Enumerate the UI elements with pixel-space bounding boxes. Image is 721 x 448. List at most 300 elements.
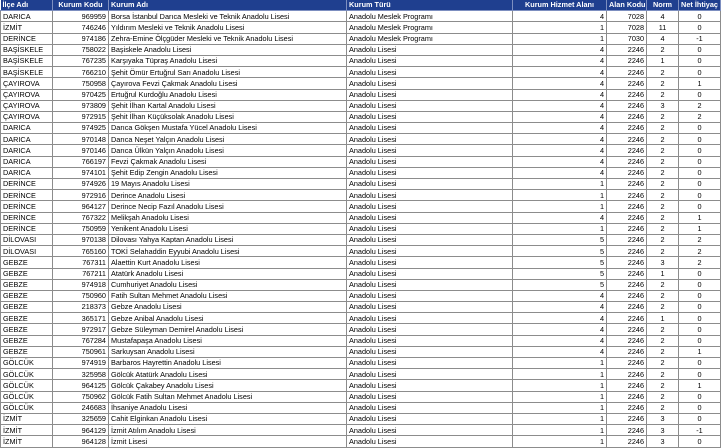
field-code-cell[interactable]: 2246 — [607, 436, 647, 447]
institution-code-cell[interactable]: 974925 — [53, 123, 109, 134]
institution-type-cell[interactable]: Anadolu Lisesi — [347, 111, 513, 122]
service-area-cell[interactable]: 5 — [513, 279, 607, 290]
institution-code-cell[interactable]: 970148 — [53, 134, 109, 145]
district-cell[interactable]: ÇAYIROVA — [1, 89, 53, 100]
institution-type-cell[interactable]: Anadolu Lisesi — [347, 380, 513, 391]
district-cell[interactable]: İZMİT — [1, 436, 53, 447]
field-code-cell[interactable]: 2246 — [607, 145, 647, 156]
institution-type-cell[interactable]: Anadolu Lisesi — [347, 123, 513, 134]
service-area-cell[interactable]: 4 — [513, 302, 607, 313]
institution-code-cell[interactable]: 974926 — [53, 179, 109, 190]
institution-code-cell[interactable]: 218373 — [53, 302, 109, 313]
field-code-cell[interactable]: 2246 — [607, 279, 647, 290]
field-code-cell[interactable]: 7028 — [607, 11, 647, 22]
institution-type-cell[interactable]: Anadolu Lisesi — [347, 201, 513, 212]
field-code-cell[interactable]: 2246 — [607, 358, 647, 369]
institution-type-cell[interactable]: Anadolu Lisesi — [347, 279, 513, 290]
institution-name-cell[interactable]: Derince Anadolu Lisesi — [109, 190, 347, 201]
column-header-field-code[interactable]: Alan Kodu — [607, 0, 647, 11]
net-need-cell[interactable]: 0 — [679, 89, 721, 100]
net-need-cell[interactable]: 0 — [679, 436, 721, 447]
institution-code-cell[interactable]: 750959 — [53, 223, 109, 234]
district-cell[interactable]: GEBZE — [1, 324, 53, 335]
district-cell[interactable]: İZMİT — [1, 22, 53, 33]
norm-cell[interactable]: 2 — [647, 302, 679, 313]
field-code-cell[interactable]: 2246 — [607, 55, 647, 66]
norm-cell[interactable]: 1 — [647, 268, 679, 279]
institution-name-cell[interactable]: Darıca Neşet Yalçın Anadolu Lisesi — [109, 134, 347, 145]
institution-type-cell[interactable]: Anadolu Lisesi — [347, 335, 513, 346]
field-code-cell[interactable]: 2246 — [607, 78, 647, 89]
institution-code-cell[interactable]: 964128 — [53, 436, 109, 447]
net-need-cell[interactable]: 0 — [679, 369, 721, 380]
net-need-cell[interactable]: 0 — [679, 324, 721, 335]
institution-code-cell[interactable]: 766197 — [53, 156, 109, 167]
net-need-cell[interactable]: 0 — [679, 145, 721, 156]
institution-name-cell[interactable]: TOKİ Selahaddin Eyyubi Anadolu Lisesi — [109, 246, 347, 257]
institution-code-cell[interactable]: 766210 — [53, 67, 109, 78]
institution-code-cell[interactable]: 767235 — [53, 55, 109, 66]
institution-type-cell[interactable]: Anadolu Meslek Programı — [347, 22, 513, 33]
institution-code-cell[interactable]: 767322 — [53, 212, 109, 223]
institution-code-cell[interactable]: 964125 — [53, 380, 109, 391]
institution-name-cell[interactable]: Gölcük Atatürk Anadolu Lisesi — [109, 369, 347, 380]
institution-type-cell[interactable]: Anadolu Lisesi — [347, 167, 513, 178]
field-code-cell[interactable]: 2246 — [607, 179, 647, 190]
service-area-cell[interactable]: 4 — [513, 11, 607, 22]
norm-cell[interactable]: 2 — [647, 391, 679, 402]
service-area-cell[interactable]: 1 — [513, 413, 607, 424]
net-need-cell[interactable]: 1 — [679, 78, 721, 89]
service-area-cell[interactable]: 4 — [513, 145, 607, 156]
district-cell[interactable]: GÖLCÜK — [1, 402, 53, 413]
district-cell[interactable]: İZMİT — [1, 425, 53, 436]
service-area-cell[interactable]: 4 — [513, 313, 607, 324]
service-area-cell[interactable]: 4 — [513, 44, 607, 55]
institution-name-cell[interactable]: Şehit İlhan Kartal Anadolu Lisesi — [109, 100, 347, 111]
service-area-cell[interactable]: 4 — [513, 111, 607, 122]
net-need-cell[interactable]: 2 — [679, 246, 721, 257]
field-code-cell[interactable]: 2246 — [607, 246, 647, 257]
field-code-cell[interactable]: 2246 — [607, 44, 647, 55]
net-need-cell[interactable]: 0 — [679, 302, 721, 313]
district-cell[interactable]: BAŞİSKELE — [1, 55, 53, 66]
district-cell[interactable]: İZMİT — [1, 413, 53, 424]
net-need-cell[interactable]: 0 — [679, 134, 721, 145]
net-need-cell[interactable]: 0 — [679, 391, 721, 402]
institution-name-cell[interactable]: 19 Mayıs Anadolu Lisesi — [109, 179, 347, 190]
institution-code-cell[interactable]: 970138 — [53, 234, 109, 245]
institution-name-cell[interactable]: Gölcük Çakabey Anadolu Lisesi — [109, 380, 347, 391]
norm-cell[interactable]: 2 — [647, 279, 679, 290]
field-code-cell[interactable]: 2246 — [607, 67, 647, 78]
norm-cell[interactable]: 2 — [647, 179, 679, 190]
district-cell[interactable]: DARICA — [1, 134, 53, 145]
field-code-cell[interactable]: 2246 — [607, 425, 647, 436]
district-cell[interactable]: GEBZE — [1, 279, 53, 290]
net-need-cell[interactable]: 0 — [679, 190, 721, 201]
service-area-cell[interactable]: 4 — [513, 123, 607, 134]
institution-code-cell[interactable]: 972915 — [53, 111, 109, 122]
net-need-cell[interactable]: 1 — [679, 346, 721, 357]
institution-code-cell[interactable]: 974186 — [53, 33, 109, 44]
institution-name-cell[interactable]: Fevzi Çakmak Anadolu Lisesi — [109, 156, 347, 167]
service-area-cell[interactable]: 1 — [513, 436, 607, 447]
field-code-cell[interactable]: 2246 — [607, 89, 647, 100]
field-code-cell[interactable]: 2246 — [607, 167, 647, 178]
institution-name-cell[interactable]: Zehra-Emine Ölçgüder Mesleki ve Teknik Anadolu Lisesi — [109, 33, 347, 44]
institution-name-cell[interactable]: Fatih Sultan Mehmet Anadolu Lisesi — [109, 290, 347, 301]
net-need-cell[interactable]: 0 — [679, 290, 721, 301]
net-need-cell[interactable]: -1 — [679, 425, 721, 436]
net-need-cell[interactable]: 0 — [679, 268, 721, 279]
norm-cell[interactable]: 4 — [647, 11, 679, 22]
norm-cell[interactable]: 2 — [647, 134, 679, 145]
norm-cell[interactable]: 2 — [647, 358, 679, 369]
institution-code-cell[interactable]: 970425 — [53, 89, 109, 100]
norm-cell[interactable]: 2 — [647, 123, 679, 134]
service-area-cell[interactable]: 1 — [513, 179, 607, 190]
field-code-cell[interactable]: 2246 — [607, 234, 647, 245]
service-area-cell[interactable]: 4 — [513, 100, 607, 111]
district-cell[interactable]: DERİNCE — [1, 179, 53, 190]
norm-cell[interactable]: 3 — [647, 100, 679, 111]
institution-name-cell[interactable]: Mustafapaşa Anadolu Lisesi — [109, 335, 347, 346]
institution-code-cell[interactable]: 746246 — [53, 22, 109, 33]
net-need-cell[interactable]: 0 — [679, 123, 721, 134]
net-need-cell[interactable]: 2 — [679, 234, 721, 245]
institution-name-cell[interactable]: Şehit Edip Zengin Anadolu Lisesi — [109, 167, 347, 178]
service-area-cell[interactable]: 1 — [513, 223, 607, 234]
norm-cell[interactable]: 3 — [647, 257, 679, 268]
net-need-cell[interactable]: 2 — [679, 111, 721, 122]
institution-name-cell[interactable]: Derince Necip Fazıl Anadolu Lisesi — [109, 201, 347, 212]
service-area-cell[interactable]: 4 — [513, 335, 607, 346]
service-area-cell[interactable]: 4 — [513, 324, 607, 335]
district-cell[interactable]: ÇAYIROVA — [1, 78, 53, 89]
column-header-district[interactable]: İlçe Adı — [1, 0, 53, 11]
service-area-cell[interactable]: 4 — [513, 346, 607, 357]
service-area-cell[interactable]: 1 — [513, 33, 607, 44]
institution-code-cell[interactable]: 972917 — [53, 324, 109, 335]
institution-code-cell[interactable]: 767284 — [53, 335, 109, 346]
norm-cell[interactable]: 2 — [647, 212, 679, 223]
norm-cell[interactable]: 2 — [647, 234, 679, 245]
institution-code-cell[interactable]: 325659 — [53, 413, 109, 424]
service-area-cell[interactable]: 1 — [513, 391, 607, 402]
norm-cell[interactable]: 2 — [647, 201, 679, 212]
column-header-institution-type[interactable]: Kurum Türü — [347, 0, 513, 11]
district-cell[interactable]: GEBZE — [1, 335, 53, 346]
district-cell[interactable]: BAŞİSKELE — [1, 44, 53, 55]
institution-type-cell[interactable]: Anadolu Lisesi — [347, 268, 513, 279]
district-cell[interactable]: DİLOVASI — [1, 246, 53, 257]
district-cell[interactable]: GÖLCÜK — [1, 380, 53, 391]
institution-code-cell[interactable]: 970146 — [53, 145, 109, 156]
field-code-cell[interactable]: 2246 — [607, 201, 647, 212]
net-need-cell[interactable]: 0 — [679, 313, 721, 324]
net-need-cell[interactable]: 0 — [679, 55, 721, 66]
norm-cell[interactable]: 2 — [647, 190, 679, 201]
district-cell[interactable]: DERİNCE — [1, 223, 53, 234]
institution-type-cell[interactable]: Anadolu Meslek Programı — [347, 33, 513, 44]
institution-name-cell[interactable]: İzmit Lisesi — [109, 436, 347, 447]
column-header-net-need[interactable]: Net İhtiyaç — [679, 0, 721, 11]
institution-type-cell[interactable]: Anadolu Lisesi — [347, 134, 513, 145]
norm-cell[interactable]: 2 — [647, 223, 679, 234]
norm-cell[interactable]: 2 — [647, 111, 679, 122]
district-cell[interactable]: ÇAYIROVA — [1, 111, 53, 122]
field-code-cell[interactable]: 2246 — [607, 313, 647, 324]
norm-cell[interactable]: 11 — [647, 22, 679, 33]
service-area-cell[interactable]: 4 — [513, 89, 607, 100]
field-code-cell[interactable]: 2246 — [607, 413, 647, 424]
institution-name-cell[interactable]: Yıldırım Mesleki ve Teknik Anadolu Lisesi — [109, 22, 347, 33]
district-cell[interactable]: GÖLCÜK — [1, 391, 53, 402]
field-code-cell[interactable]: 7028 — [607, 22, 647, 33]
norm-cell[interactable]: 2 — [647, 335, 679, 346]
norm-cell[interactable]: 2 — [647, 246, 679, 257]
net-need-cell[interactable]: 0 — [679, 402, 721, 413]
net-need-cell[interactable]: 2 — [679, 100, 721, 111]
field-code-cell[interactable]: 2246 — [607, 111, 647, 122]
institution-type-cell[interactable]: Anadolu Lisesi — [347, 436, 513, 447]
service-area-cell[interactable]: 4 — [513, 156, 607, 167]
field-code-cell[interactable]: 2246 — [607, 100, 647, 111]
service-area-cell[interactable]: 4 — [513, 78, 607, 89]
district-cell[interactable]: GÖLCÜK — [1, 358, 53, 369]
service-area-cell[interactable]: 1 — [513, 402, 607, 413]
norm-cell[interactable]: 2 — [647, 145, 679, 156]
institution-code-cell[interactable]: 246683 — [53, 402, 109, 413]
institution-type-cell[interactable]: Anadolu Lisesi — [347, 257, 513, 268]
net-need-cell[interactable]: 0 — [679, 156, 721, 167]
institution-type-cell[interactable]: Anadolu Lisesi — [347, 246, 513, 257]
district-cell[interactable]: DARICA — [1, 145, 53, 156]
institution-name-cell[interactable]: Gölcük Fatih Sultan Mehmet Anadolu Lisesi — [109, 391, 347, 402]
institution-code-cell[interactable]: 767211 — [53, 268, 109, 279]
institution-code-cell[interactable]: 750961 — [53, 346, 109, 357]
norm-cell[interactable]: 2 — [647, 380, 679, 391]
net-need-cell[interactable]: 0 — [679, 167, 721, 178]
district-cell[interactable]: ÇAYIROVA — [1, 100, 53, 111]
institution-type-cell[interactable]: Anadolu Lisesi — [347, 313, 513, 324]
net-need-cell[interactable]: 0 — [679, 201, 721, 212]
institution-type-cell[interactable]: Anadolu Lisesi — [347, 413, 513, 424]
district-cell[interactable]: GEBZE — [1, 268, 53, 279]
institution-type-cell[interactable]: Anadolu Lisesi — [347, 346, 513, 357]
institution-name-cell[interactable]: Gebze Anadolu Lisesi — [109, 302, 347, 313]
norm-cell[interactable]: 4 — [647, 33, 679, 44]
service-area-cell[interactable]: 4 — [513, 134, 607, 145]
service-area-cell[interactable]: 5 — [513, 246, 607, 257]
institution-type-cell[interactable]: Anadolu Lisesi — [347, 55, 513, 66]
net-need-cell[interactable]: 1 — [679, 380, 721, 391]
institution-type-cell[interactable]: Anadolu Lisesi — [347, 425, 513, 436]
district-cell[interactable]: BAŞİSKELE — [1, 67, 53, 78]
institution-name-cell[interactable]: Darıca Gökşen Mustafa Yücel Anadolu Lisesi — [109, 123, 347, 134]
service-area-cell[interactable]: 5 — [513, 257, 607, 268]
institution-type-cell[interactable]: Anadolu Lisesi — [347, 145, 513, 156]
institution-name-cell[interactable]: Borsa İstanbul Darıca Mesleki ve Teknik Anadolu Lisesi — [109, 11, 347, 22]
institution-name-cell[interactable]: Ertuğrul Kurdoğlu Anadolu Lisesi — [109, 89, 347, 100]
institution-name-cell[interactable]: İhsaniye Anadolu Lisesi — [109, 402, 347, 413]
institution-code-cell[interactable]: 964129 — [53, 425, 109, 436]
service-area-cell[interactable]: 4 — [513, 212, 607, 223]
institution-code-cell[interactable]: 969959 — [53, 11, 109, 22]
norm-cell[interactable]: 2 — [647, 369, 679, 380]
institution-type-cell[interactable]: Anadolu Lisesi — [347, 369, 513, 380]
institution-type-cell[interactable]: Anadolu Lisesi — [347, 223, 513, 234]
service-area-cell[interactable]: 4 — [513, 67, 607, 78]
institution-code-cell[interactable]: 972916 — [53, 190, 109, 201]
institution-type-cell[interactable]: Anadolu Lisesi — [347, 100, 513, 111]
district-cell[interactable]: GEBZE — [1, 346, 53, 357]
district-cell[interactable]: DARICA — [1, 123, 53, 134]
institution-type-cell[interactable]: Anadolu Lisesi — [347, 290, 513, 301]
norm-cell[interactable]: 2 — [647, 44, 679, 55]
norm-cell[interactable]: 2 — [647, 324, 679, 335]
institution-code-cell[interactable]: 974101 — [53, 167, 109, 178]
field-code-cell[interactable]: 2246 — [607, 380, 647, 391]
institution-name-cell[interactable]: Darıca Ülkün Yalçın Anadolu Lisesi — [109, 145, 347, 156]
field-code-cell[interactable]: 2246 — [607, 335, 647, 346]
service-area-cell[interactable]: 1 — [513, 425, 607, 436]
norm-cell[interactable]: 2 — [647, 346, 679, 357]
institution-type-cell[interactable]: Anadolu Lisesi — [347, 358, 513, 369]
institution-code-cell[interactable]: 758022 — [53, 44, 109, 55]
institution-code-cell[interactable]: 325958 — [53, 369, 109, 380]
institution-name-cell[interactable]: Melikşah Anadolu Lisesi — [109, 212, 347, 223]
net-need-cell[interactable]: 0 — [679, 22, 721, 33]
norm-cell[interactable]: 2 — [647, 402, 679, 413]
institution-name-cell[interactable]: Dilovası Yahya Kaptan Anadolu Lisesi — [109, 234, 347, 245]
field-code-cell[interactable]: 2246 — [607, 324, 647, 335]
district-cell[interactable]: DİLOVASI — [1, 234, 53, 245]
service-area-cell[interactable]: 1 — [513, 369, 607, 380]
institution-name-cell[interactable]: Barbaros Hayrettin Anadolu Lisesi — [109, 358, 347, 369]
service-area-cell[interactable]: 5 — [513, 234, 607, 245]
field-code-cell[interactable]: 2246 — [607, 268, 647, 279]
institution-name-cell[interactable]: Şehit Ömür Ertuğrul Sarı Anadolu Lisesi — [109, 67, 347, 78]
column-header-institution-name[interactable]: Kurum Adı — [109, 0, 347, 11]
field-code-cell[interactable]: 2246 — [607, 190, 647, 201]
institution-type-cell[interactable]: Anadolu Lisesi — [347, 44, 513, 55]
institution-name-cell[interactable]: Karşıyaka Tüpraş Anadolu Lisesi — [109, 55, 347, 66]
institution-name-cell[interactable]: Cumhuriyet Anadolu Lisesi — [109, 279, 347, 290]
institution-type-cell[interactable]: Anadolu Lisesi — [347, 89, 513, 100]
field-code-cell[interactable]: 2246 — [607, 212, 647, 223]
service-area-cell[interactable]: 1 — [513, 380, 607, 391]
net-need-cell[interactable]: 2 — [679, 257, 721, 268]
institution-type-cell[interactable]: Anadolu Lisesi — [347, 179, 513, 190]
district-cell[interactable]: DARICA — [1, 11, 53, 22]
institution-name-cell[interactable]: Başiskele Anadolu Lisesi — [109, 44, 347, 55]
field-code-cell[interactable]: 2246 — [607, 346, 647, 357]
field-code-cell[interactable]: 7030 — [607, 33, 647, 44]
net-need-cell[interactable]: 0 — [679, 44, 721, 55]
service-area-cell[interactable]: 1 — [513, 358, 607, 369]
column-header-institution-code[interactable]: Kurum Kodu — [53, 0, 109, 11]
net-need-cell[interactable]: -1 — [679, 33, 721, 44]
institution-type-cell[interactable]: Anadolu Lisesi — [347, 67, 513, 78]
field-code-cell[interactable]: 2246 — [607, 302, 647, 313]
institution-name-cell[interactable]: Cahit Elginkan Anadolu Lisesi — [109, 413, 347, 424]
net-need-cell[interactable]: 0 — [679, 179, 721, 190]
service-area-cell[interactable]: 4 — [513, 55, 607, 66]
institution-name-cell[interactable]: Yenikent Anadolu Lisesi — [109, 223, 347, 234]
institution-code-cell[interactable]: 750960 — [53, 290, 109, 301]
institution-code-cell[interactable]: 750962 — [53, 391, 109, 402]
net-need-cell[interactable]: 0 — [679, 279, 721, 290]
norm-cell[interactable]: 3 — [647, 436, 679, 447]
district-cell[interactable]: DERİNCE — [1, 33, 53, 44]
institution-type-cell[interactable]: Anadolu Lisesi — [347, 402, 513, 413]
institution-name-cell[interactable]: İzmit Atılım Anadolu Lisesi — [109, 425, 347, 436]
institution-code-cell[interactable]: 964127 — [53, 201, 109, 212]
service-area-cell[interactable]: 1 — [513, 201, 607, 212]
institution-name-cell[interactable]: Gebze Süleyman Demirel Anadolu Lisesi — [109, 324, 347, 335]
field-code-cell[interactable]: 2246 — [607, 134, 647, 145]
district-cell[interactable]: GEBZE — [1, 290, 53, 301]
institution-type-cell[interactable]: Anadolu Lisesi — [347, 78, 513, 89]
institution-name-cell[interactable]: Alaettin Kurt Anadolu Lisesi — [109, 257, 347, 268]
service-area-cell[interactable]: 1 — [513, 190, 607, 201]
district-cell[interactable]: DARICA — [1, 156, 53, 167]
service-area-cell[interactable]: 4 — [513, 167, 607, 178]
institution-type-cell[interactable]: Anadolu Lisesi — [347, 234, 513, 245]
service-area-cell[interactable]: 1 — [513, 22, 607, 33]
district-cell[interactable]: GEBZE — [1, 257, 53, 268]
net-need-cell[interactable]: 0 — [679, 67, 721, 78]
norm-cell[interactable]: 2 — [647, 167, 679, 178]
field-code-cell[interactable]: 2246 — [607, 290, 647, 301]
district-cell[interactable]: DERİNCE — [1, 190, 53, 201]
institution-name-cell[interactable]: Sarkuysan Anadolu Lisesi — [109, 346, 347, 357]
field-code-cell[interactable]: 2246 — [607, 369, 647, 380]
district-cell[interactable]: DARICA — [1, 167, 53, 178]
net-need-cell[interactable]: 0 — [679, 11, 721, 22]
norm-cell[interactable]: 3 — [647, 425, 679, 436]
norm-cell[interactable]: 2 — [647, 67, 679, 78]
norm-cell[interactable]: 3 — [647, 413, 679, 424]
institution-name-cell[interactable]: Atatürk Anadolu Lisesi — [109, 268, 347, 279]
district-cell[interactable]: GÖLCÜK — [1, 369, 53, 380]
net-need-cell[interactable]: 1 — [679, 223, 721, 234]
column-header-norm[interactable]: Norm — [647, 0, 679, 11]
norm-cell[interactable]: 2 — [647, 156, 679, 167]
district-cell[interactable]: DERİNCE — [1, 201, 53, 212]
norm-cell[interactable]: 1 — [647, 55, 679, 66]
net-need-cell[interactable]: 0 — [679, 413, 721, 424]
district-cell[interactable]: DERİNCE — [1, 212, 53, 223]
service-area-cell[interactable]: 4 — [513, 290, 607, 301]
column-header-service-area[interactable]: Kurum Hizmet Alanı — [513, 0, 607, 11]
norm-cell[interactable]: 1 — [647, 313, 679, 324]
field-code-cell[interactable]: 2246 — [607, 391, 647, 402]
net-need-cell[interactable]: 0 — [679, 335, 721, 346]
field-code-cell[interactable]: 2246 — [607, 223, 647, 234]
net-need-cell[interactable]: 0 — [679, 358, 721, 369]
norm-cell[interactable]: 2 — [647, 290, 679, 301]
field-code-cell[interactable]: 2246 — [607, 156, 647, 167]
institution-code-cell[interactable]: 974918 — [53, 279, 109, 290]
institution-code-cell[interactable]: 973809 — [53, 100, 109, 111]
institution-type-cell[interactable]: Anadolu Lisesi — [347, 391, 513, 402]
institution-code-cell[interactable]: 974919 — [53, 358, 109, 369]
institution-type-cell[interactable]: Anadolu Lisesi — [347, 302, 513, 313]
norm-cell[interactable]: 2 — [647, 89, 679, 100]
